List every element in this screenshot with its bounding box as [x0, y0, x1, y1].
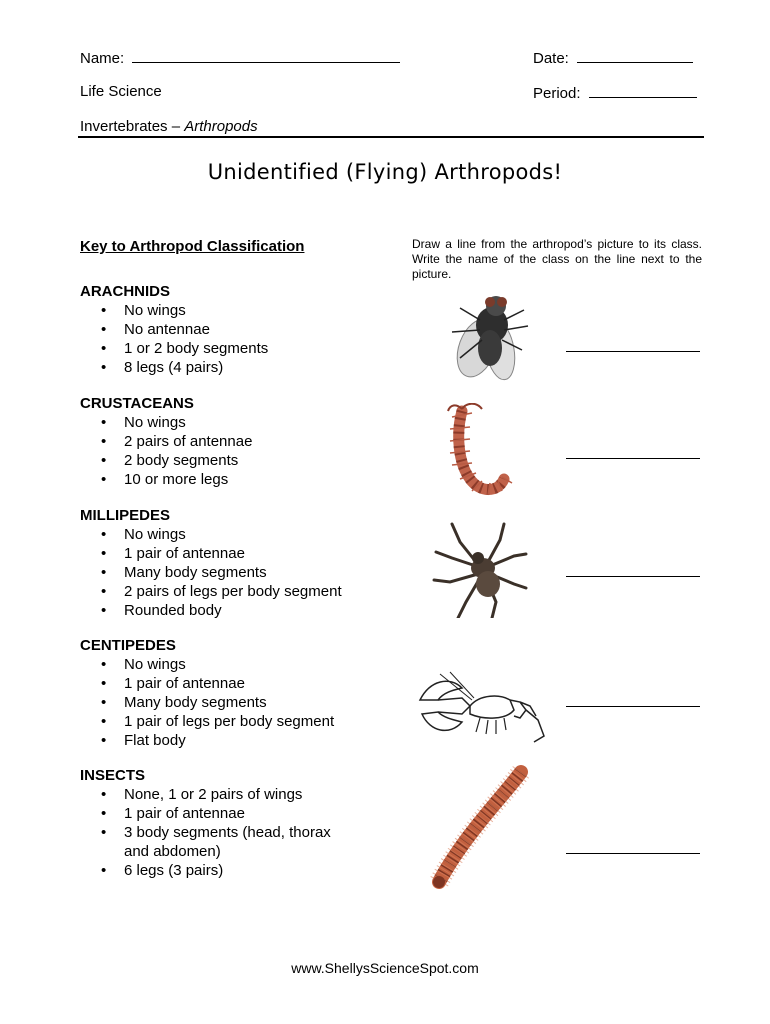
trait-item: • Many body segments — [80, 693, 334, 712]
fly-icon — [432, 280, 532, 390]
spider-icon — [430, 522, 530, 618]
millipede-icon — [425, 764, 535, 894]
trait-continuation: and abdomen) — [124, 843, 221, 860]
key-title: Key to Arthropod Classification — [80, 238, 305, 255]
group-name: ARACHNIDS — [80, 283, 170, 300]
group-name: CENTIPEDES — [80, 637, 176, 654]
period-field[interactable] — [589, 83, 697, 98]
trait-item: • 2 pairs of legs per body segment — [80, 582, 342, 601]
answer-line-2[interactable] — [566, 458, 700, 459]
instructions: Draw a line from the arthropod’s picture to its class. Write the name of the class on the line next to the picture. — [412, 237, 702, 281]
trait-item: • 2 body segments — [80, 451, 252, 470]
trait-item: • No wings — [80, 301, 268, 320]
name-label: Name: — [80, 50, 125, 67]
trait-item: • 10 or more legs — [80, 470, 252, 489]
group-arachnids — [80, 282, 268, 377]
footer-url[interactable]: www.ShellysScienceSpot.com — [291, 960, 479, 976]
trait-item: • 2 pairs of antennae — [80, 432, 252, 451]
group-crustaceans — [80, 394, 252, 489]
name-row — [80, 48, 400, 67]
trait-item: • None, 1 or 2 pairs of wings — [80, 785, 331, 804]
trait-item: • 3 body segments (head, thorax — [80, 823, 331, 842]
centipede-icon — [442, 403, 522, 503]
group-name: CRUSTACEANS — [80, 395, 194, 412]
trait-item: • Many body segments — [80, 563, 342, 582]
trait-item: • 1 pair of antennae — [80, 544, 342, 563]
trait-item: • No antennae — [80, 320, 268, 339]
group-millipedes — [80, 506, 342, 620]
group-centipedes — [80, 636, 334, 750]
unit-prefix: Invertebrates – — [80, 118, 181, 135]
period-label: Period: — [533, 85, 581, 102]
date-row — [533, 48, 693, 67]
trait-item: • No wings — [80, 525, 342, 544]
trait-item: • No wings — [80, 655, 334, 674]
group-name: INSECTS — [80, 767, 146, 784]
group-insects — [80, 766, 331, 880]
trait-item: • 1 pair of legs per body segment — [80, 712, 334, 731]
group-name: MILLIPEDES — [80, 507, 171, 524]
course-label: Life Science — [80, 83, 162, 100]
trait-item: • 1 pair of antennae — [80, 804, 331, 823]
date-label: Date: — [533, 50, 569, 67]
name-field[interactable] — [132, 48, 400, 63]
answer-line-3[interactable] — [566, 576, 700, 577]
crayfish-icon — [410, 670, 550, 750]
unit-label — [80, 118, 258, 135]
trait-item: • 1 pair of antennae — [80, 674, 334, 693]
answer-line-1[interactable] — [566, 351, 700, 352]
page-title: Unidentified (Flying) Arthropods! — [207, 160, 563, 184]
trait-item: • 8 legs (4 pairs) — [80, 358, 268, 377]
trait-item: • 1 or 2 body segments — [80, 339, 268, 358]
header-divider — [78, 136, 704, 138]
trait-item: • No wings — [80, 413, 252, 432]
trait-item: • Rounded body — [80, 601, 342, 620]
trait-item: • Flat body — [80, 731, 334, 750]
date-field[interactable] — [577, 48, 693, 63]
unit-italic: Arthropods — [184, 118, 258, 135]
period-row — [533, 83, 697, 102]
answer-line-5[interactable] — [566, 853, 700, 854]
answer-line-4[interactable] — [566, 706, 700, 707]
trait-item: • 6 legs (3 pairs) — [80, 861, 331, 880]
